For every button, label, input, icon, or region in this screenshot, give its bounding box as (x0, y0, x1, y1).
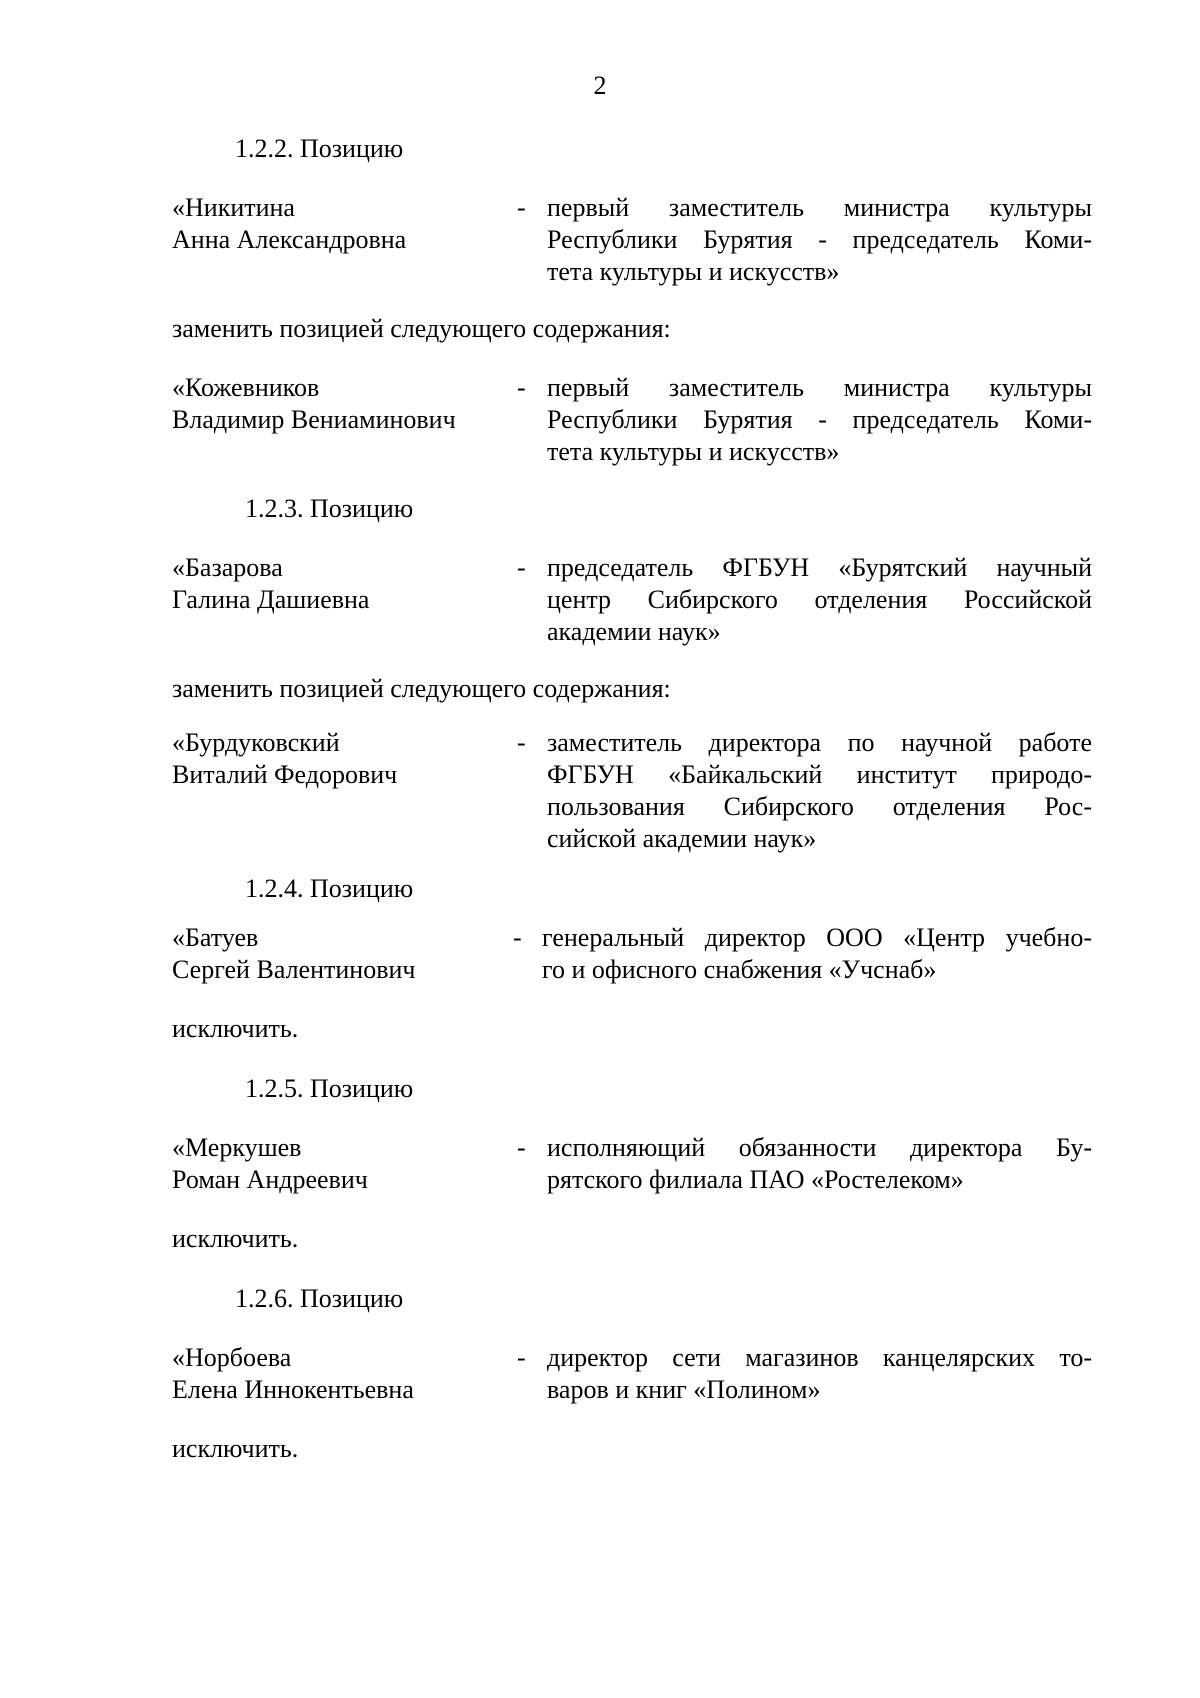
position-description (547, 1342, 1092, 1406)
section-heading-1-2-5: 1.2.5. Позицию (245, 1074, 414, 1103)
section-heading-1-2-2: 1.2.2. Позицию (235, 134, 404, 163)
person-name (172, 922, 512, 986)
position-entry-burdukovsky (172, 727, 1092, 887)
replace-instruction: заменить позицией следующего содержания: (172, 314, 671, 343)
description-line: ФГБУН «Байкальский институт природо- (547, 760, 1092, 789)
person-name (172, 1342, 512, 1406)
surname: «Меркушев (172, 1133, 302, 1162)
description-line: Республики Бурятия - председатель Коми- (547, 225, 1092, 254)
position-entry-bazarova (172, 552, 1092, 692)
exclude-instruction: исключить. (172, 1434, 299, 1463)
given-names: Роман Андреевич (172, 1165, 368, 1194)
position-description (542, 922, 1092, 986)
description-line: директор сети магазинов канцелярских то- (547, 1343, 1092, 1372)
given-names: Виталий Федорович (172, 760, 398, 789)
dash-separator: - (517, 553, 526, 582)
position-entry-nikitina (172, 192, 1092, 332)
description-line: первый заместитель министра культуры (547, 193, 1092, 222)
position-description (547, 192, 1092, 288)
given-names: Анна Александровна (172, 225, 407, 254)
replace-instruction: заменить позицией следующего содержания: (172, 674, 671, 703)
person-name (172, 372, 512, 436)
position-description (547, 552, 1092, 648)
description-line: пользования Сибирского отделения Рос- (547, 792, 1092, 821)
description-line: тета культуры и искусств» (547, 257, 840, 286)
description-line: варов и книг «Полином» (547, 1375, 821, 1404)
description-line: первый заместитель министра культуры (547, 373, 1092, 402)
description-line: рятского филиала ПАО «Ростелеком» (547, 1165, 964, 1194)
description-line: центр Сибирского отделения Российской (547, 585, 1092, 614)
given-names: Сергей Валентинович (172, 955, 416, 984)
surname: «Кожевников (172, 373, 320, 402)
position-description (547, 727, 1092, 855)
description-line: академии наук» (547, 617, 721, 646)
description-line: исполняющий обязанности директора Бу- (547, 1133, 1092, 1162)
description-line: Республики Бурятия - председатель Коми- (547, 405, 1092, 434)
surname: «Батуев (172, 923, 259, 952)
person-name (172, 727, 512, 791)
person-name (172, 552, 512, 616)
description-line: тета культуры и искусств» (547, 437, 840, 466)
surname: «Базарова (172, 553, 283, 582)
dash-separator: - (517, 373, 526, 402)
given-names: Владимир Вениаминович (172, 405, 456, 434)
position-entry-merkushev (172, 1132, 1092, 1202)
position-entry-kozhevnikov (172, 372, 1092, 512)
description-line: го и офисного снабжения «Учснаб» (542, 955, 937, 984)
exclude-instruction: исключить. (172, 1014, 299, 1043)
position-entry-batuev (172, 922, 1092, 992)
page-number: 2 (593, 71, 607, 100)
description-line: заместитель директора по научной работе (547, 728, 1092, 757)
position-description (547, 1132, 1092, 1196)
section-heading-1-2-4: 1.2.4. Позицию (245, 874, 414, 903)
surname: «Норбоева (172, 1343, 292, 1372)
section-heading-1-2-6: 1.2.6. Позицию (235, 1284, 404, 1313)
person-name (172, 1132, 512, 1196)
position-entry-norboeva (172, 1342, 1092, 1412)
position-description (547, 372, 1092, 468)
dash-separator: - (513, 923, 522, 952)
section-heading-1-2-3: 1.2.3. Позицию (245, 494, 414, 523)
dash-separator: - (517, 1343, 526, 1372)
exclude-instruction: исключить. (172, 1224, 299, 1253)
description-line: сийской академии наук» (547, 824, 817, 853)
description-line: председатель ФГБУН «Бурятский научный (547, 553, 1092, 582)
dash-separator: - (517, 728, 526, 757)
dash-separator: - (517, 1133, 526, 1162)
person-name (172, 192, 512, 256)
dash-separator: - (517, 193, 526, 222)
surname: «Бурдуковский (172, 728, 340, 757)
surname: «Никитина (172, 193, 295, 222)
description-line: генеральный директор ООО «Центр учебно- (542, 923, 1092, 952)
given-names: Галина Дашиевна (172, 585, 370, 614)
given-names: Елена Иннокентьевна (172, 1375, 414, 1404)
